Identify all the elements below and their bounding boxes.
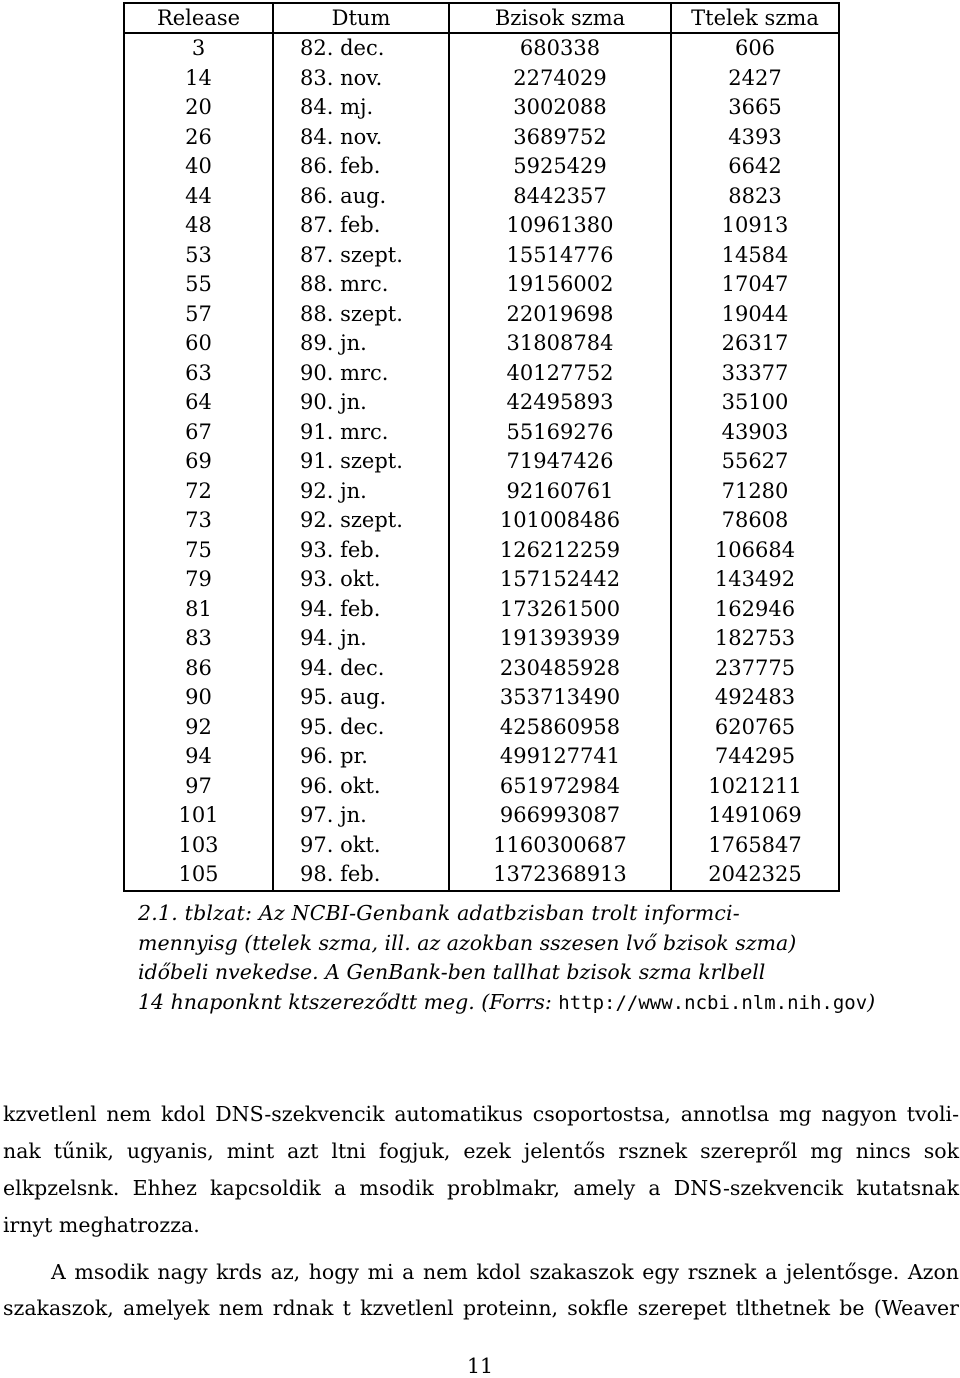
- cell-items: 620765: [671, 713, 839, 743]
- cell-items: 1491069: [671, 801, 839, 831]
- cell-date: 82. dec.: [273, 33, 449, 64]
- cell-bases: 19156002: [449, 270, 671, 300]
- cell-release: 94: [185, 744, 212, 769]
- cell-bases: 40127752: [449, 359, 671, 389]
- cell-release: 3: [191, 36, 206, 61]
- cell-date: 91. mrc.: [273, 418, 449, 448]
- cell-release: 55: [185, 272, 212, 297]
- table-row: [124, 713, 839, 743]
- cell-bases: 3689752: [449, 123, 671, 153]
- paragraph-line: elkpzelsnk. Ehhez kapcsoldik a msodik problmakr, amely a DNS-szekvencik kutatsnak: [3, 1176, 959, 1200]
- cell-items: 2427: [671, 64, 839, 94]
- cell-bases: 1372368913: [449, 860, 671, 891]
- cell-release: 63: [185, 360, 212, 385]
- caption-closing-paren: ): [867, 989, 876, 1014]
- cell-date: 94. jn.: [273, 624, 449, 654]
- cell-release: 97: [185, 773, 212, 798]
- cell-release: 40: [185, 154, 212, 179]
- paragraph-line: irnyt meghatrozza.: [3, 1213, 200, 1237]
- caption-line: időbeli nvekedse. A GenBank-ben tallhat bzisok szma krlbell: [138, 960, 766, 984]
- cell-release: 101: [178, 803, 219, 828]
- table-row: [124, 772, 839, 802]
- table-row: [124, 477, 839, 507]
- cell-bases: 1160300687: [449, 831, 671, 861]
- table-row: [124, 447, 839, 477]
- cell-date: 86. aug.: [273, 182, 449, 212]
- cell-bases: 8442357: [449, 182, 671, 212]
- cell-bases: 101008486: [449, 506, 671, 536]
- cell-release: 44: [185, 183, 212, 208]
- paragraph-line: nak tűnik, ugyanis, mint azt ltni fogjuk, ezek jelentős rsznek szerepről mg nincs sok: [3, 1139, 959, 1163]
- cell-bases: 22019698: [449, 300, 671, 330]
- cell-date: 92. szept.: [273, 506, 449, 536]
- table-row: [124, 93, 839, 123]
- paragraph-2: [3, 1254, 959, 1326]
- cell-items: 1021211: [671, 772, 839, 802]
- cell-release: 64: [185, 390, 212, 415]
- cell-bases: 191393939: [449, 624, 671, 654]
- cell-bases: 651972984: [449, 772, 671, 802]
- cell-bases: 92160761: [449, 477, 671, 507]
- genbank-growth-table: [123, 2, 840, 892]
- cell-date: 88. mrc.: [273, 270, 449, 300]
- cell-release: 69: [185, 449, 212, 474]
- paragraph-line: kzvetlenl nem kdol DNS-szekvencik automatikus csoportostsa, annotlsa mg nagyon tvoli-: [3, 1102, 959, 1126]
- cell-items: 606: [671, 33, 839, 64]
- cell-items: 2042325: [671, 860, 839, 891]
- cell-items: 162946: [671, 595, 839, 625]
- table-row: [124, 506, 839, 536]
- table-row: [124, 683, 839, 713]
- cell-release: 92: [185, 714, 212, 739]
- cell-bases: 71947426: [449, 447, 671, 477]
- cell-release: 57: [185, 301, 212, 326]
- cell-release: 60: [185, 331, 212, 356]
- table-row: [124, 624, 839, 654]
- cell-items: 492483: [671, 683, 839, 713]
- cell-items: 14584: [671, 241, 839, 271]
- column-header-items: Ttelek szma: [671, 3, 839, 33]
- table-row: [124, 270, 839, 300]
- cell-date: 88. szept.: [273, 300, 449, 330]
- cell-date: 93. okt.: [273, 565, 449, 595]
- cell-bases: 157152442: [449, 565, 671, 595]
- cell-date: 93. feb.: [273, 536, 449, 566]
- cell-items: 237775: [671, 654, 839, 684]
- cell-items: 744295: [671, 742, 839, 772]
- cell-items: 8823: [671, 182, 839, 212]
- cell-date: 96. pr.: [273, 742, 449, 772]
- cell-date: 84. nov.: [273, 123, 449, 153]
- column-header-bases: Bzisok szma: [449, 3, 671, 33]
- table-row: [124, 182, 839, 212]
- cell-bases: 5925429: [449, 152, 671, 182]
- cell-date: 96. okt.: [273, 772, 449, 802]
- table-row: [124, 595, 839, 625]
- cell-items: 43903: [671, 418, 839, 448]
- cell-bases: 499127741: [449, 742, 671, 772]
- caption-line: mennyisg (ttelek szma, ill. az azokban sszesen lvő bzisok szma): [138, 930, 797, 955]
- cell-date: 84. mj.: [273, 93, 449, 123]
- cell-items: 6642: [671, 152, 839, 182]
- cell-bases: 15514776: [449, 241, 671, 271]
- cell-items: 33377: [671, 359, 839, 389]
- column-header-date: Dtum: [273, 3, 449, 33]
- cell-items: 182753: [671, 624, 839, 654]
- table-row: [124, 123, 839, 153]
- cell-date: 90. jn.: [273, 388, 449, 418]
- caption-source-text: 14 hnaponknt ktszereződtt meg. (Forrs:: [138, 989, 559, 1014]
- cell-items: 10913: [671, 211, 839, 241]
- paragraph-line: szakaszok, amelyek nem rdnak t kzvetlenl proteinn, sokfle szerepet tlthetnek be (Weaver: [3, 1296, 959, 1320]
- cell-release: 105: [178, 862, 219, 887]
- cell-items: 26317: [671, 329, 839, 359]
- table-row: [124, 831, 839, 861]
- paragraph-1: [3, 1096, 959, 1244]
- table-row: [124, 152, 839, 182]
- cell-date: 97. okt.: [273, 831, 449, 861]
- table-row: [124, 742, 839, 772]
- cell-date: 94. dec.: [273, 654, 449, 684]
- source-url-link[interactable]: http://www.ncbi.nlm.nih.gov: [558, 991, 868, 1014]
- cell-release: 79: [185, 567, 212, 592]
- cell-date: 86. feb.: [273, 152, 449, 182]
- cell-items: 4393: [671, 123, 839, 153]
- table-row: [124, 359, 839, 389]
- table-row: [124, 211, 839, 241]
- cell-bases: 425860958: [449, 713, 671, 743]
- cell-release: 75: [185, 537, 212, 562]
- caption-line: [138, 988, 938, 1019]
- cell-items: 17047: [671, 270, 839, 300]
- cell-items: 19044: [671, 300, 839, 330]
- cell-release: 48: [185, 213, 212, 238]
- cell-release: 14: [185, 65, 212, 90]
- cell-date: 87. szept.: [273, 241, 449, 271]
- cell-date: 97. jn.: [273, 801, 449, 831]
- cell-release: 53: [185, 242, 212, 267]
- cell-bases: 230485928: [449, 654, 671, 684]
- cell-bases: 42495893: [449, 388, 671, 418]
- cell-bases: 55169276: [449, 418, 671, 448]
- cell-release: 20: [185, 95, 212, 120]
- caption-line: 2.1. tblzat: Az NCBI-Genbank adatbzisban trolt informci-: [138, 901, 740, 925]
- cell-bases: 680338: [449, 33, 671, 64]
- cell-date: 89. jn.: [273, 329, 449, 359]
- cell-bases: 2274029: [449, 64, 671, 94]
- paragraph-line: A msodik nagy krds az, hogy mi a nem kdol szakaszok egy rsznek a jelentősge. Azon: [51, 1260, 959, 1284]
- cell-date: 98. feb.: [273, 860, 449, 891]
- cell-date: 87. feb.: [273, 211, 449, 241]
- cell-date: 83. nov.: [273, 64, 449, 94]
- table-row: [124, 241, 839, 271]
- cell-date: 95. dec.: [273, 713, 449, 743]
- table-header-row: [124, 3, 839, 33]
- table-row: [124, 860, 839, 891]
- cell-date: 91. szept.: [273, 447, 449, 477]
- cell-items: 1765847: [671, 831, 839, 861]
- table-row: [124, 388, 839, 418]
- cell-bases: 353713490: [449, 683, 671, 713]
- cell-release: 103: [178, 832, 219, 857]
- table-row: [124, 418, 839, 448]
- table-row: [124, 654, 839, 684]
- cell-release: 67: [185, 419, 212, 444]
- cell-items: 143492: [671, 565, 839, 595]
- table-row: [124, 33, 839, 64]
- cell-items: 71280: [671, 477, 839, 507]
- cell-bases: 966993087: [449, 801, 671, 831]
- table-row: [124, 536, 839, 566]
- cell-bases: 31808784: [449, 329, 671, 359]
- cell-date: 95. aug.: [273, 683, 449, 713]
- cell-bases: 10961380: [449, 211, 671, 241]
- cell-items: 78608: [671, 506, 839, 536]
- cell-bases: 173261500: [449, 595, 671, 625]
- cell-release: 72: [185, 478, 212, 503]
- page-number: 11: [466, 1354, 494, 1378]
- table-row: [124, 64, 839, 94]
- cell-release: 86: [185, 655, 212, 680]
- cell-items: 3665: [671, 93, 839, 123]
- table-caption: [138, 899, 938, 1018]
- cell-date: 92. jn.: [273, 477, 449, 507]
- cell-date: 90. mrc.: [273, 359, 449, 389]
- cell-items: 35100: [671, 388, 839, 418]
- cell-date: 94. feb.: [273, 595, 449, 625]
- table-row: [124, 300, 839, 330]
- cell-release: 83: [185, 626, 212, 651]
- table-row: [124, 329, 839, 359]
- cell-bases: 3002088: [449, 93, 671, 123]
- cell-items: 55627: [671, 447, 839, 477]
- table-body: [124, 33, 839, 891]
- cell-release: 73: [185, 508, 212, 533]
- table-row: [124, 565, 839, 595]
- cell-release: 90: [185, 685, 212, 710]
- column-header-release: Release: [124, 3, 273, 33]
- cell-release: 26: [185, 124, 212, 149]
- cell-release: 81: [185, 596, 212, 621]
- cell-bases: 126212259: [449, 536, 671, 566]
- cell-items: 106684: [671, 536, 839, 566]
- table-row: [124, 801, 839, 831]
